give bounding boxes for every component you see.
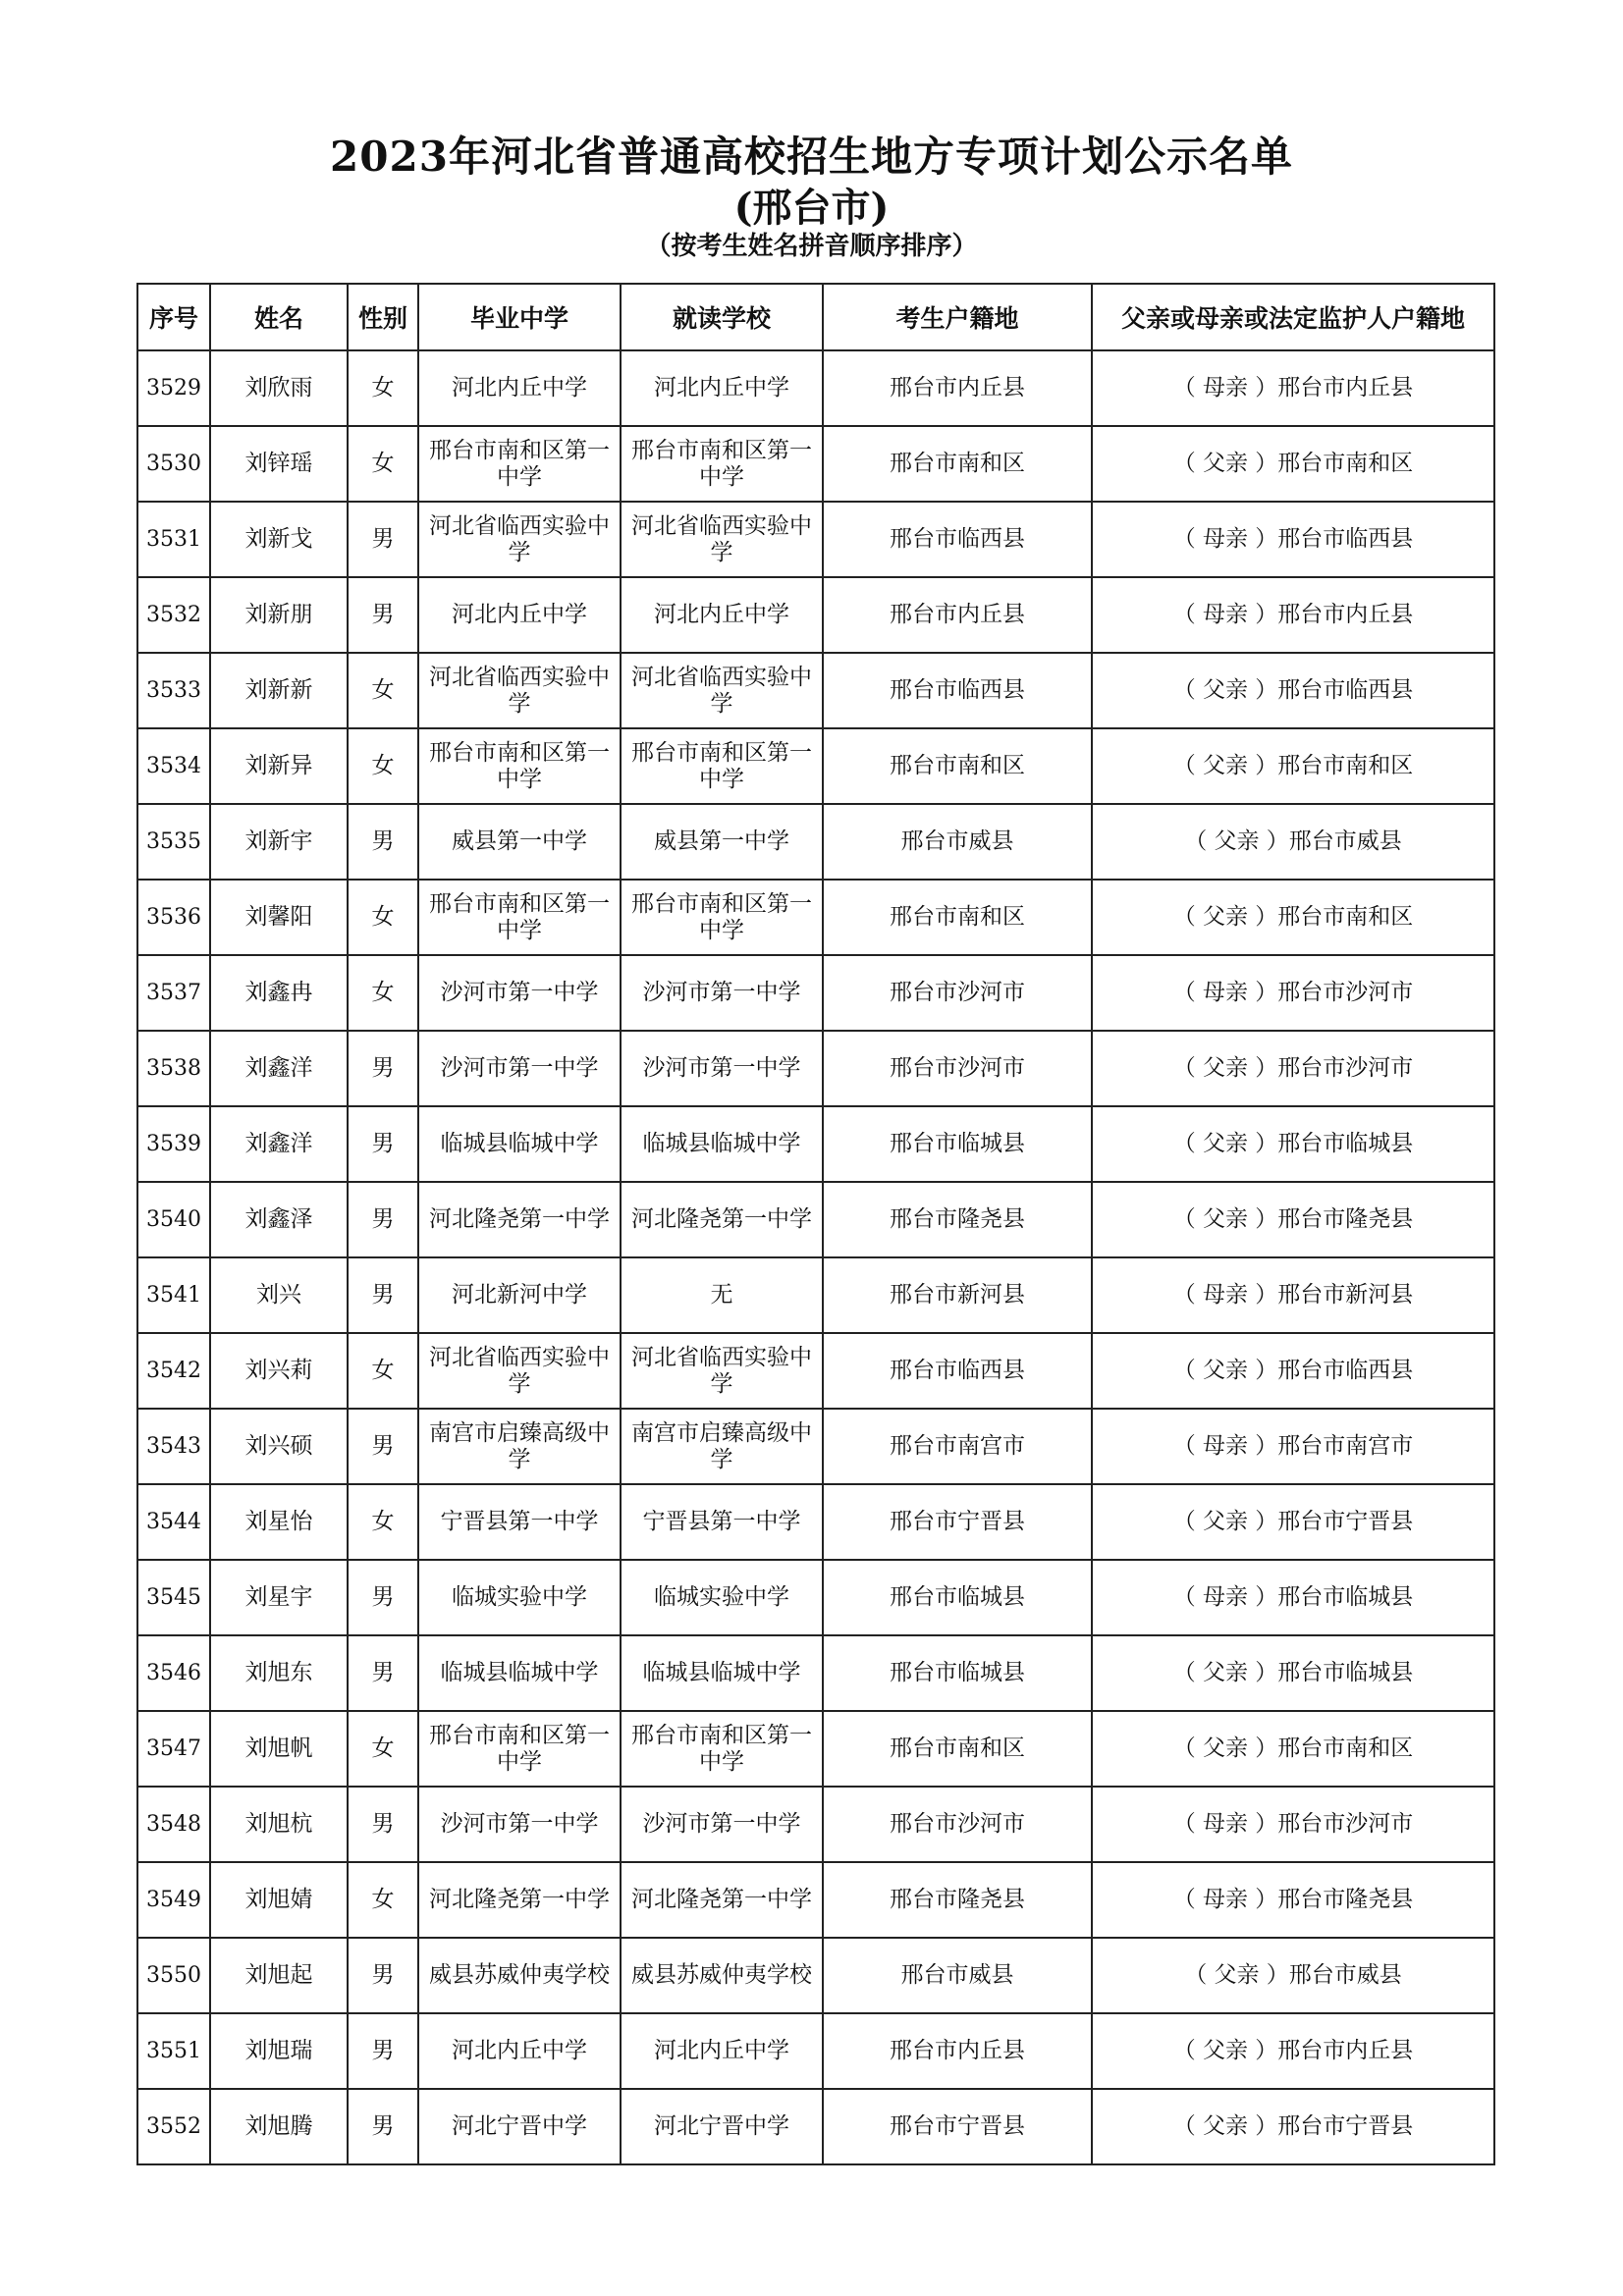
cell-household-registration: 邢台市隆尧县 [823, 1862, 1092, 1938]
cell-name: 刘馨阳 [210, 880, 348, 955]
cell-name: 刘旭帆 [210, 1711, 348, 1787]
cell-graduated-school: 临城县临城中学 [418, 1106, 621, 1182]
cell-current-school: 沙河市第一中学 [621, 1787, 823, 1862]
cell-index: 3531 [137, 502, 210, 577]
cell-current-school: 河北内丘中学 [621, 577, 823, 653]
table-row [137, 804, 1494, 880]
cell-household-registration: 邢台市临城县 [823, 1560, 1092, 1635]
cell-current-school: 河北内丘中学 [621, 350, 823, 426]
column-header-name: 姓名 [210, 284, 348, 350]
cell-graduated-school: 邢台市南和区第一中学 [418, 728, 621, 804]
table-header-row [137, 284, 1494, 350]
cell-parent-registration: （ 父亲 ）邢台市临西县 [1092, 1333, 1494, 1409]
cell-gender: 男 [348, 1257, 418, 1333]
cell-index: 3535 [137, 804, 210, 880]
cell-current-school: 沙河市第一中学 [621, 955, 823, 1031]
column-header-index: 序号 [137, 284, 210, 350]
cell-parent-registration: （ 母亲 ）邢台市沙河市 [1092, 1787, 1494, 1862]
cell-name: 刘新宇 [210, 804, 348, 880]
cell-name: 刘星怡 [210, 1484, 348, 1560]
cell-index: 3545 [137, 1560, 210, 1635]
cell-gender: 男 [348, 2013, 418, 2089]
cell-household-registration: 邢台市宁晋县 [823, 2089, 1092, 2164]
cell-parent-registration: （ 父亲 ）邢台市威县 [1092, 1938, 1494, 2013]
table-row [137, 2013, 1494, 2089]
cell-name: 刘鑫洋 [210, 1106, 348, 1182]
cell-household-registration: 邢台市临西县 [823, 653, 1092, 728]
cell-graduated-school: 沙河市第一中学 [418, 1787, 621, 1862]
cell-parent-registration: （ 父亲 ）邢台市临城县 [1092, 1635, 1494, 1711]
cell-graduated-school: 河北省临西实验中学 [418, 653, 621, 728]
cell-gender: 女 [348, 426, 418, 502]
table-row [137, 1106, 1494, 1182]
cell-graduated-school: 河北内丘中学 [418, 577, 621, 653]
cell-household-registration: 邢台市临西县 [823, 1333, 1092, 1409]
cell-index: 3536 [137, 880, 210, 955]
cell-current-school: 南宫市启臻高级中学 [621, 1409, 823, 1484]
cell-current-school: 河北内丘中学 [621, 2013, 823, 2089]
cell-graduated-school: 河北隆尧第一中学 [418, 1182, 621, 1257]
cell-index: 3542 [137, 1333, 210, 1409]
cell-graduated-school: 河北新河中学 [418, 1257, 621, 1333]
cell-current-school: 临城县临城中学 [621, 1106, 823, 1182]
cell-household-registration: 邢台市沙河市 [823, 955, 1092, 1031]
cell-current-school: 邢台市南和区第一中学 [621, 1711, 823, 1787]
cell-gender: 男 [348, 804, 418, 880]
cell-graduated-school: 宁晋县第一中学 [418, 1484, 621, 1560]
table-row [137, 350, 1494, 426]
cell-name: 刘旭杭 [210, 1787, 348, 1862]
cell-name: 刘鑫洋 [210, 1031, 348, 1106]
table-row [137, 653, 1494, 728]
table-row [137, 1257, 1494, 1333]
cell-index: 3541 [137, 1257, 210, 1333]
cell-household-registration: 邢台市沙河市 [823, 1787, 1092, 1862]
cell-name: 刘欣雨 [210, 350, 348, 426]
cell-parent-registration: （ 父亲 ）邢台市内丘县 [1092, 2013, 1494, 2089]
column-header-gender: 性别 [348, 284, 418, 350]
cell-current-school: 威县第一中学 [621, 804, 823, 880]
cell-gender: 男 [348, 1409, 418, 1484]
cell-parent-registration: （ 母亲 ）邢台市南宫市 [1092, 1409, 1494, 1484]
cell-parent-registration: （ 父亲 ）邢台市临城县 [1092, 1106, 1494, 1182]
cell-current-school: 沙河市第一中学 [621, 1031, 823, 1106]
table-row [137, 426, 1494, 502]
cell-household-registration: 邢台市宁晋县 [823, 1484, 1092, 1560]
page-title: 2023年河北省普通高校招生地方专项计划公示名单 [330, 133, 1293, 181]
table-row [137, 1484, 1494, 1560]
cell-parent-registration: （ 母亲 ）邢台市内丘县 [1092, 577, 1494, 653]
table-row [137, 1787, 1494, 1862]
table-row [137, 577, 1494, 653]
cell-household-registration: 邢台市南和区 [823, 728, 1092, 804]
cell-parent-registration: （ 父亲 ）邢台市宁晋县 [1092, 2089, 1494, 2164]
cell-name: 刘锌瑶 [210, 426, 348, 502]
cell-graduated-school: 河北隆尧第一中学 [418, 1862, 621, 1938]
cell-parent-registration: （ 父亲 ）邢台市沙河市 [1092, 1031, 1494, 1106]
roster-table [136, 283, 1495, 2165]
cell-index: 3546 [137, 1635, 210, 1711]
cell-index: 3547 [137, 1711, 210, 1787]
cell-household-registration: 邢台市南和区 [823, 1711, 1092, 1787]
cell-current-school: 河北省临西实验中学 [621, 502, 823, 577]
cell-name: 刘新异 [210, 728, 348, 804]
cell-name: 刘星宇 [210, 1560, 348, 1635]
cell-index: 3552 [137, 2089, 210, 2164]
cell-current-school: 临城实验中学 [621, 1560, 823, 1635]
cell-household-registration: 邢台市沙河市 [823, 1031, 1092, 1106]
cell-name: 刘旭瑞 [210, 2013, 348, 2089]
table-row [137, 955, 1494, 1031]
cell-parent-registration: （ 父亲 ）邢台市南和区 [1092, 880, 1494, 955]
cell-name: 刘旭东 [210, 1635, 348, 1711]
table-row [137, 880, 1494, 955]
cell-household-registration: 邢台市南宫市 [823, 1409, 1092, 1484]
cell-index: 3533 [137, 653, 210, 728]
cell-index: 3539 [137, 1106, 210, 1182]
cell-household-registration: 邢台市内丘县 [823, 350, 1092, 426]
cell-current-school: 威县苏威仲夷学校 [621, 1938, 823, 2013]
table-row [137, 728, 1494, 804]
cell-parent-registration: （ 母亲 ）邢台市内丘县 [1092, 350, 1494, 426]
table-row [137, 1862, 1494, 1938]
cell-graduated-school: 临城县临城中学 [418, 1635, 621, 1711]
cell-graduated-school: 河北宁晋中学 [418, 2089, 621, 2164]
cell-current-school: 河北省临西实验中学 [621, 1333, 823, 1409]
cell-name: 刘鑫泽 [210, 1182, 348, 1257]
table-row [137, 1711, 1494, 1787]
cell-household-registration: 邢台市内丘县 [823, 2013, 1092, 2089]
column-header-parent-registration: 父亲或母亲或法定监护人户籍地 [1092, 284, 1494, 350]
cell-name: 刘鑫冉 [210, 955, 348, 1031]
cell-gender: 男 [348, 1182, 418, 1257]
cell-current-school: 邢台市南和区第一中学 [621, 880, 823, 955]
cell-current-school: 河北隆尧第一中学 [621, 1862, 823, 1938]
cell-index: 3551 [137, 2013, 210, 2089]
cell-graduated-school: 邢台市南和区第一中学 [418, 880, 621, 955]
cell-graduated-school: 河北内丘中学 [418, 2013, 621, 2089]
cell-gender: 男 [348, 1938, 418, 2013]
cell-name: 刘旭起 [210, 1938, 348, 2013]
cell-gender: 女 [348, 880, 418, 955]
page-subtitle: (邢台市) [733, 185, 890, 231]
table-row [137, 1560, 1494, 1635]
table-body [137, 350, 1494, 2164]
cell-gender: 女 [348, 350, 418, 426]
cell-parent-registration: （ 母亲 ）邢台市临西县 [1092, 502, 1494, 577]
cell-parent-registration: （ 父亲 ）邢台市隆尧县 [1092, 1182, 1494, 1257]
cell-name: 刘兴 [210, 1257, 348, 1333]
cell-parent-registration: （ 父亲 ）邢台市宁晋县 [1092, 1484, 1494, 1560]
cell-graduated-school: 威县苏威仲夷学校 [418, 1938, 621, 2013]
cell-gender: 女 [348, 1333, 418, 1409]
cell-graduated-school: 南宫市启臻高级中学 [418, 1409, 621, 1484]
cell-gender: 女 [348, 955, 418, 1031]
cell-index: 3529 [137, 350, 210, 426]
cell-graduated-school: 河北内丘中学 [418, 350, 621, 426]
cell-index: 3549 [137, 1862, 210, 1938]
cell-graduated-school: 邢台市南和区第一中学 [418, 426, 621, 502]
cell-name: 刘兴莉 [210, 1333, 348, 1409]
cell-gender: 女 [348, 1484, 418, 1560]
cell-name: 刘新新 [210, 653, 348, 728]
cell-gender: 女 [348, 1711, 418, 1787]
cell-gender: 男 [348, 1635, 418, 1711]
cell-parent-registration: （ 父亲 ）邢台市南和区 [1092, 1711, 1494, 1787]
cell-graduated-school: 临城实验中学 [418, 1560, 621, 1635]
table-row [137, 2089, 1494, 2164]
cell-gender: 男 [348, 1787, 418, 1862]
cell-name: 刘兴硕 [210, 1409, 348, 1484]
cell-graduated-school: 河北省临西实验中学 [418, 1333, 621, 1409]
cell-index: 3550 [137, 1938, 210, 2013]
cell-gender: 男 [348, 1031, 418, 1106]
cell-household-registration: 邢台市临西县 [823, 502, 1092, 577]
cell-index: 3540 [137, 1182, 210, 1257]
cell-index: 3532 [137, 577, 210, 653]
cell-gender: 女 [348, 1862, 418, 1938]
cell-parent-registration: （ 父亲 ）邢台市威县 [1092, 804, 1494, 880]
sort-note: （按考生姓名拼音顺序排序） [645, 232, 978, 261]
cell-current-school: 邢台市南和区第一中学 [621, 728, 823, 804]
cell-index: 3530 [137, 426, 210, 502]
cell-gender: 男 [348, 1106, 418, 1182]
cell-current-school: 临城县临城中学 [621, 1635, 823, 1711]
table-row [137, 1938, 1494, 2013]
cell-gender: 女 [348, 728, 418, 804]
cell-parent-registration: （ 母亲 ）邢台市沙河市 [1092, 955, 1494, 1031]
column-header-graduated-school: 毕业中学 [418, 284, 621, 350]
cell-household-registration: 邢台市南和区 [823, 880, 1092, 955]
cell-index: 3548 [137, 1787, 210, 1862]
table-row [137, 1182, 1494, 1257]
table-row [137, 1031, 1494, 1106]
cell-parent-registration: （ 母亲 ）邢台市临城县 [1092, 1560, 1494, 1635]
cell-current-school: 宁晋县第一中学 [621, 1484, 823, 1560]
cell-index: 3544 [137, 1484, 210, 1560]
cell-index: 3538 [137, 1031, 210, 1106]
cell-gender: 男 [348, 577, 418, 653]
cell-graduated-school: 邢台市南和区第一中学 [418, 1711, 621, 1787]
cell-name: 刘旭婧 [210, 1862, 348, 1938]
cell-parent-registration: （ 母亲 ）邢台市隆尧县 [1092, 1862, 1494, 1938]
cell-graduated-school: 威县第一中学 [418, 804, 621, 880]
cell-name: 刘旭腾 [210, 2089, 348, 2164]
cell-parent-registration: （ 父亲 ）邢台市南和区 [1092, 728, 1494, 804]
cell-parent-registration: （ 母亲 ）邢台市新河县 [1092, 1257, 1494, 1333]
cell-graduated-school: 沙河市第一中学 [418, 955, 621, 1031]
cell-household-registration: 邢台市南和区 [823, 426, 1092, 502]
cell-current-school: 河北省临西实验中学 [621, 653, 823, 728]
cell-index: 3537 [137, 955, 210, 1031]
table-row [137, 502, 1494, 577]
cell-name: 刘新朋 [210, 577, 348, 653]
cell-gender: 男 [348, 502, 418, 577]
table-row [137, 1635, 1494, 1711]
cell-current-school: 无 [621, 1257, 823, 1333]
cell-household-registration: 邢台市新河县 [823, 1257, 1092, 1333]
cell-household-registration: 邢台市隆尧县 [823, 1182, 1092, 1257]
cell-household-registration: 邢台市内丘县 [823, 577, 1092, 653]
cell-current-school: 河北隆尧第一中学 [621, 1182, 823, 1257]
cell-current-school: 河北宁晋中学 [621, 2089, 823, 2164]
cell-name: 刘新戈 [210, 502, 348, 577]
cell-household-registration: 邢台市临城县 [823, 1106, 1092, 1182]
table-row [137, 1409, 1494, 1484]
column-header-household-registration: 考生户籍地 [823, 284, 1092, 350]
column-header-current-school: 就读学校 [621, 284, 823, 350]
cell-gender: 男 [348, 2089, 418, 2164]
cell-parent-registration: （ 父亲 ）邢台市临西县 [1092, 653, 1494, 728]
cell-household-registration: 邢台市威县 [823, 1938, 1092, 2013]
cell-graduated-school: 沙河市第一中学 [418, 1031, 621, 1106]
cell-index: 3534 [137, 728, 210, 804]
table-row [137, 1333, 1494, 1409]
cell-parent-registration: （ 父亲 ）邢台市南和区 [1092, 426, 1494, 502]
cell-household-registration: 邢台市临城县 [823, 1635, 1092, 1711]
cell-graduated-school: 河北省临西实验中学 [418, 502, 621, 577]
cell-gender: 女 [348, 653, 418, 728]
cell-current-school: 邢台市南和区第一中学 [621, 426, 823, 502]
cell-index: 3543 [137, 1409, 210, 1484]
cell-household-registration: 邢台市威县 [823, 804, 1092, 880]
cell-gender: 男 [348, 1560, 418, 1635]
